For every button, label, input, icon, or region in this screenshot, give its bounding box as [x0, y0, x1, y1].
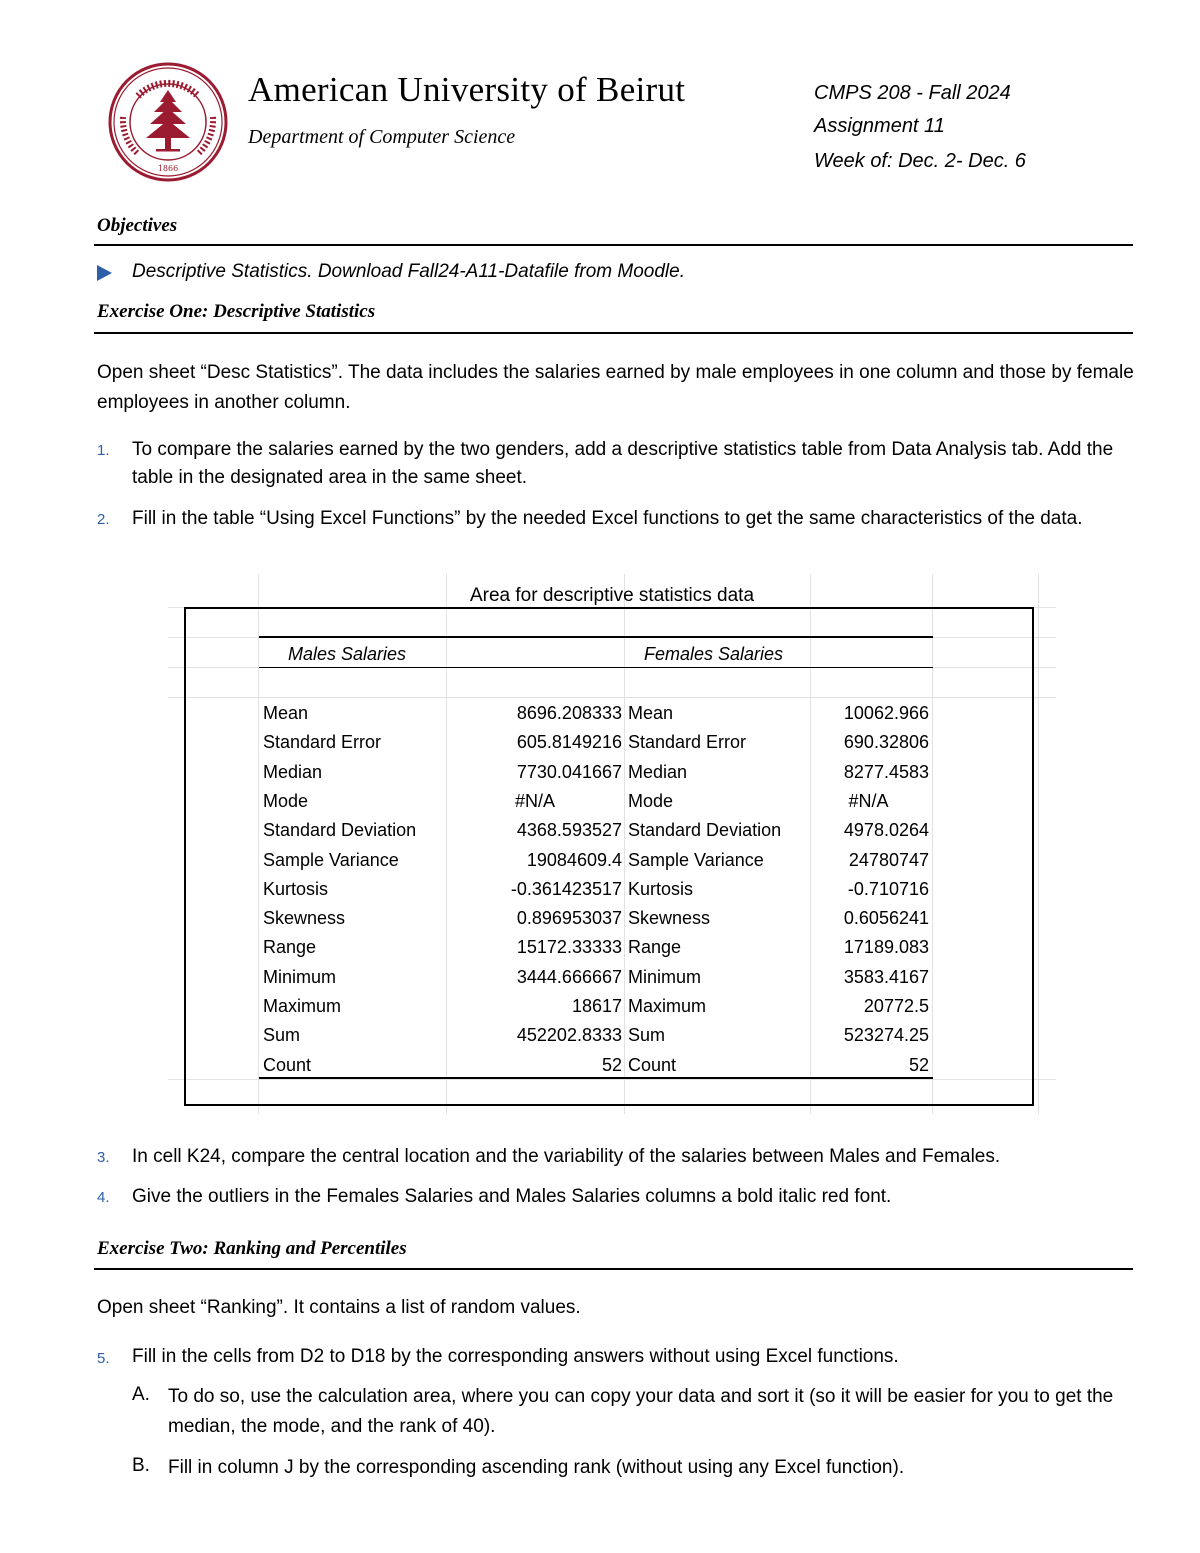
female-stat-label: Mean — [628, 703, 674, 723]
exercise-two-intro: Open sheet “Ranking”. It contains a list of random values. — [97, 1297, 581, 1318]
female-stat-value: 4978.0264 — [843, 820, 929, 841]
exercise-two-heading: Exercise Two: Ranking and Percentiles — [97, 1238, 407, 1259]
instruction-item-5: Fill in the cells from D2 to D18 by the corresponding answers without using Excel functions. — [132, 1346, 899, 1367]
male-stat-value: 0.896953037 — [516, 908, 622, 929]
svg-text:1866: 1866 — [157, 164, 179, 173]
male-stat-label: Median — [263, 761, 323, 782]
female-stat-value: 523274.25 — [843, 1025, 929, 1046]
sub-letter: B. — [132, 1455, 150, 1476]
male-stat-label: Kurtosis — [263, 878, 329, 899]
female-stat-value: -0.710716 — [847, 878, 929, 899]
male-stat-value: 52 — [601, 1054, 622, 1075]
male-stat-value: 4368.593527 — [516, 820, 622, 841]
assignment-label: Assignment 11 — [814, 115, 945, 137]
table-top-rule — [259, 636, 933, 638]
male-stat-label: Mode — [263, 790, 309, 811]
male-stat-value: -0.361423517 — [510, 878, 622, 899]
male-stat-value: 18617 — [571, 996, 622, 1016]
sub-letter: A. — [132, 1384, 150, 1405]
female-stat-value: 690.32806 — [843, 732, 929, 753]
males-header: Males Salaries — [288, 644, 407, 664]
university-seal-logo — [108, 62, 228, 182]
female-stat-value: 10062.966 — [843, 703, 929, 723]
table-header-rule — [259, 667, 933, 668]
exercise-one-intro: Open sheet “Desc Statistics”. The data includes the salaries earned by male employees in one column and those by female employees in another column. — [97, 362, 1134, 413]
instruction-sub-a: To do so, use the calculation area, where you can copy your data and sort it (so it will be easier for you to get the median, the mode, and the rank of 40). — [168, 1386, 1114, 1437]
female-stat-label: Sample Variance — [628, 849, 764, 870]
item-number: 4. — [97, 1189, 110, 1206]
item-number: 3. — [97, 1149, 110, 1166]
female-stat-label: Median — [628, 761, 688, 782]
instruction-item-2: Fill in the table “Using Excel Functions” by the needed Excel functions to get the same characteristics of the data. — [132, 508, 1083, 529]
course-label: CMPS 208 - Fall 2024 — [814, 82, 1011, 104]
female-stat-value: 8277.4583 — [843, 761, 929, 782]
instruction-item-3: In cell K24, compare the central location and the variability of the salaries between Males and Females. — [132, 1146, 1001, 1167]
female-stat-value: 0.6056241 — [843, 908, 929, 929]
female-stat-value: 24780747 — [848, 849, 929, 870]
male-stat-value: 7730.041667 — [516, 761, 622, 782]
male-stat-value: 452202.8333 — [516, 1025, 622, 1046]
objectives-heading: Objectives — [97, 215, 178, 236]
item-number: 2. — [97, 511, 110, 528]
female-stat-label: Count — [628, 1054, 677, 1075]
female-stat-label: Standard Error — [628, 732, 747, 753]
male-stat-value: 19084609.4 — [526, 849, 622, 870]
female-stat-label: Range — [628, 937, 682, 958]
exercise-one-heading: Exercise One: Descriptive Statistics — [97, 301, 376, 322]
female-stat-label: Sum — [628, 1025, 666, 1046]
male-stat-label: Standard Deviation — [263, 820, 417, 841]
department-name: Department of Computer Science — [248, 126, 516, 148]
female-stat-value: 17189.083 — [843, 937, 929, 958]
male-stat-label: Range — [263, 937, 317, 958]
female-stat-value: #N/A — [848, 790, 889, 811]
exercise-two-rule — [94, 1268, 1133, 1270]
male-stat-label: Skewness — [263, 908, 346, 929]
instruction-sub-b: Fill in column J by the corresponding ascending rank (without using any Excel function). — [168, 1457, 905, 1478]
table-bottom-rule — [259, 1077, 933, 1079]
female-stat-label: Mode — [628, 790, 674, 811]
item-number: 1. — [97, 442, 110, 459]
female-stat-label: Skewness — [628, 908, 711, 929]
male-stat-value: 8696.208333 — [516, 703, 622, 723]
area-title: Area for descriptive statistics data — [469, 585, 755, 606]
instruction-item-1: To compare the salaries earned by the two genders, add a descriptive statistics table from Data Analysis tab. Add the table in the designated area in the same sheet. — [132, 439, 1114, 488]
female-stat-label: Maximum — [628, 996, 707, 1016]
male-stat-value: 15172.33333 — [516, 937, 622, 958]
female-stat-value: 52 — [908, 1054, 929, 1075]
item-number: 5. — [97, 1350, 110, 1367]
female-stat-label: Minimum — [628, 966, 702, 987]
male-stat-label: Maximum — [263, 996, 342, 1016]
female-stat-label: Kurtosis — [628, 878, 694, 899]
females-header: Females Salaries — [644, 644, 784, 664]
male-stat-label: Count — [263, 1054, 312, 1075]
male-stat-value: 3444.666667 — [516, 966, 622, 987]
male-stat-label: Standard Error — [263, 732, 382, 753]
descriptive-statistics-sheet — [168, 574, 1056, 1114]
female-stat-value: 3583.4167 — [843, 966, 929, 987]
university-name: American University of Beirut — [248, 70, 686, 109]
female-stat-label: Standard Deviation — [628, 820, 782, 841]
male-stat-value: #N/A — [514, 790, 556, 811]
male-stat-value: 605.8149216 — [516, 732, 622, 753]
objectives-rule — [94, 244, 1133, 246]
male-stat-label: Mean — [263, 703, 309, 723]
objective-item: Descriptive Statistics. Download Fall24-A11-Datafile from Moodle. — [132, 261, 685, 282]
week-label: Week of: Dec. 2- Dec. 6 — [814, 150, 1026, 172]
instruction-item-4: Give the outliers in the Females Salaries and Males Salaries columns a bold italic red font. — [132, 1186, 892, 1207]
triangle-bullet-icon — [97, 265, 112, 281]
male-stat-label: Sample Variance — [263, 849, 399, 870]
female-stat-value: 20772.5 — [863, 996, 929, 1016]
male-stat-label: Minimum — [263, 966, 337, 987]
male-stat-label: Sum — [263, 1025, 301, 1046]
exercise-one-rule — [94, 332, 1133, 334]
